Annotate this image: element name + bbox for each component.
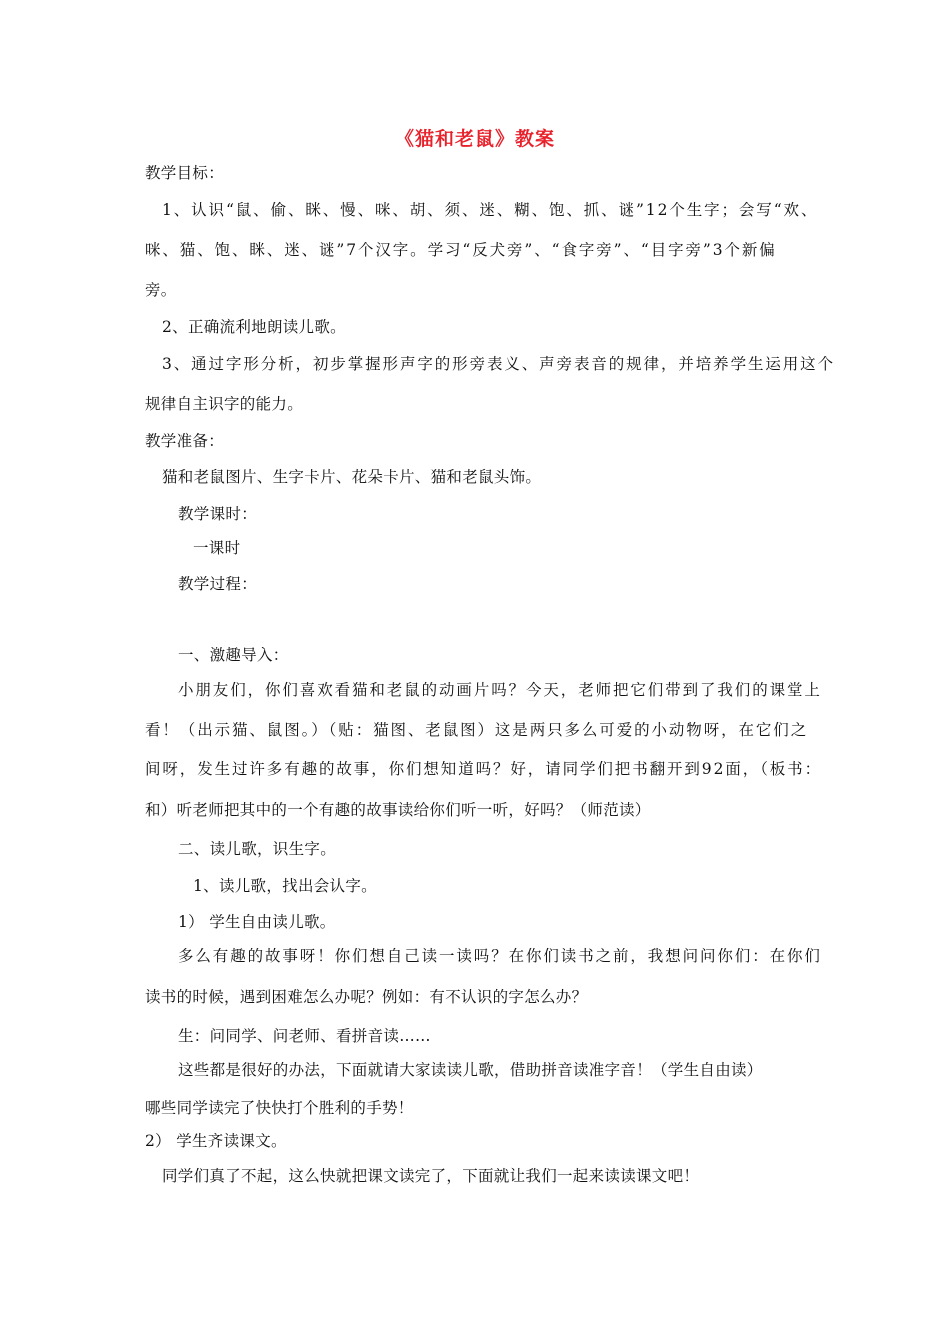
paragraph-line: 旁。 bbox=[145, 281, 177, 299]
paragraph-line: 和）听老师把其中的一个有趣的故事读给你们听一听，好吗？（师范读） bbox=[145, 801, 651, 819]
paragraph-line: 3、通过字形分析，初步掌握形声字的形旁表义、声旁表音的规律，并培养学生运用这个 bbox=[162, 355, 835, 373]
paragraph-line: 哪些同学读完了快快打个胜利的手势！ bbox=[145, 1099, 414, 1117]
paragraph-line: 规律自主识字的能力。 bbox=[145, 395, 304, 413]
document-title: 《猫和老鼠》教案 bbox=[394, 128, 555, 150]
paragraph-line: 同学们真了不起，这么快就把课文读完了，下面就让我们一起来读读课文吧！ bbox=[162, 1167, 700, 1185]
paragraph-line: 这些都是很好的办法，下面就请大家读读儿歌，借助拼音读准字音！（学生自由读） bbox=[178, 1061, 763, 1079]
paragraph-line: 2、正确流利地朗读儿歌。 bbox=[162, 318, 346, 336]
paragraph-line: 咪、猫、饱、眯、迷、谜”7个汉字。学习“反犬旁”、“食字旁”、“目字旁”3个新偏 bbox=[145, 241, 777, 259]
section-heading-process: 教学过程： bbox=[178, 575, 258, 593]
paragraph-line: 看！（出示猫、鼠图。）（贴：猫图、老鼠图）这是两只多么可爱的小动物呀，在它们之 bbox=[145, 721, 809, 739]
paragraph-line: 多么有趣的故事呀！你们想自己读一读吗？在你们读书之前，我想问问你们：在你们 bbox=[178, 947, 822, 965]
paragraph-line: 1） 学生自由读儿歌。 bbox=[178, 913, 336, 931]
paragraph-line: 一课时 bbox=[193, 539, 241, 557]
paragraph-line: 猫和老鼠图片、生字卡片、花朵卡片、猫和老鼠头饰。 bbox=[162, 468, 542, 486]
paragraph-line: 小朋友们，你们喜欢看猫和老鼠的动画片吗？今天，老师把它们带到了我们的课堂上 bbox=[178, 681, 822, 699]
paragraph-line: 读书的时候，遇到困难怎么办呢？例如：有不认识的字怎么办？ bbox=[145, 988, 588, 1006]
paragraph-line: 1、读儿歌，找出会认字。 bbox=[193, 877, 377, 895]
section-heading-reading: 二、读儿歌，识生字。 bbox=[178, 840, 337, 858]
paragraph-line: 生：问同学、问老师、看拼音读…… bbox=[178, 1027, 431, 1045]
paragraph-line: 2） 学生齐读课文。 bbox=[145, 1132, 287, 1150]
section-heading-periods: 教学课时： bbox=[178, 505, 258, 523]
paragraph-line: 1、认识“鼠、偷、眯、慢、咪、胡、须、迷、糊、饱、抓、谜”12个生字；会写“欢、 bbox=[162, 201, 819, 219]
section-heading-intro: 一、激趣导入： bbox=[178, 646, 289, 664]
section-heading-objectives: 教学目标： bbox=[145, 164, 225, 182]
section-heading-preparation: 教学准备： bbox=[145, 432, 225, 450]
paragraph-line: 间呀，发生过许多有趣的故事，你们想知道吗？好，请同学们把书翻开到92面，（板书： bbox=[145, 760, 822, 778]
